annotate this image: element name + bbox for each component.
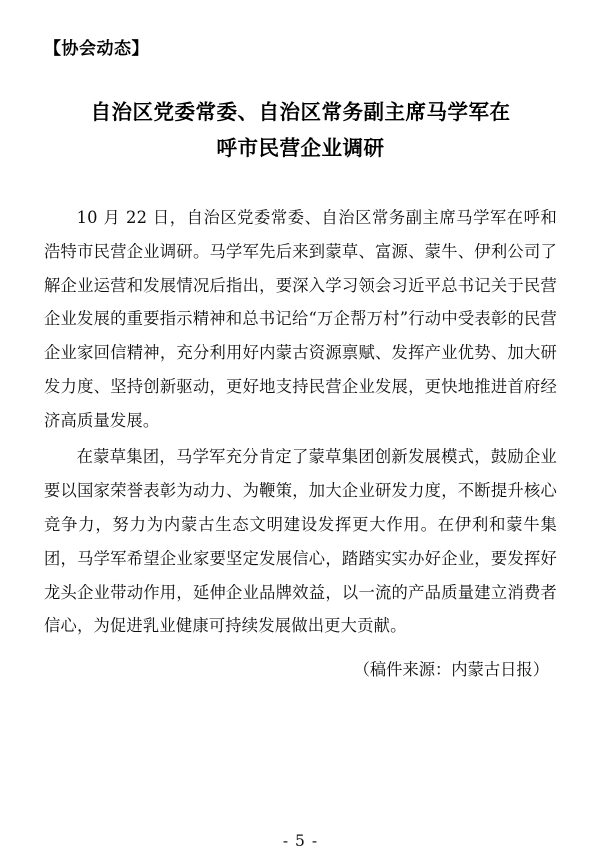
body-text (44, 201, 557, 687)
paragraph: 10 月 22 日，自治区党委常委、自治区常务副主席马学军在呼和浩特市民营企业调研。马学军先后来到蒙草、富源、蒙牛、伊利公司了解企业运营和发展情况后指出，要深入学习领会习近平总书记关于民营企业发展的重要指示精神和总书记给“万企帮万村”行动中受表彰的民营企业家回信精神，充分利用好内蒙古资源禀赋、发挥产业优势、加大研发力度、坚持创新驱动，更好地支持民营企业发展，更快地推进首府经济高质量发展。 (44, 207, 557, 431)
title-line-2: 呼市民营企业调研 (216, 135, 385, 160)
section-tag: 【协会动态】 (44, 39, 149, 59)
paragraph: 在蒙草集团，马学军充分肯定了蒙草集团创新发展模式，鼓励企业要以国家荣誉表彰为动力、为鞭策，加大企业研发力度，不断提升核心竞争力，努力为内蒙古生态文明建设发挥更大作用。在伊利和蒙牛集团，马学军希望企业家要坚定发展信心，踏踏实实办好企业，要发挥好龙头企业带动作用，延伸企业品牌效益，以一流的产品质量建立消费者信心，为促进乳业健康可持续发展做出更大贡献。 (44, 446, 557, 636)
page-title (44, 95, 557, 167)
page-number: - 5 - (282, 832, 319, 850)
title-line-1: 自治区党委常委、自治区常务副主席马学军在 (90, 100, 511, 124)
source-attribution: （稿件来源：内蒙古日报） (353, 660, 549, 680)
